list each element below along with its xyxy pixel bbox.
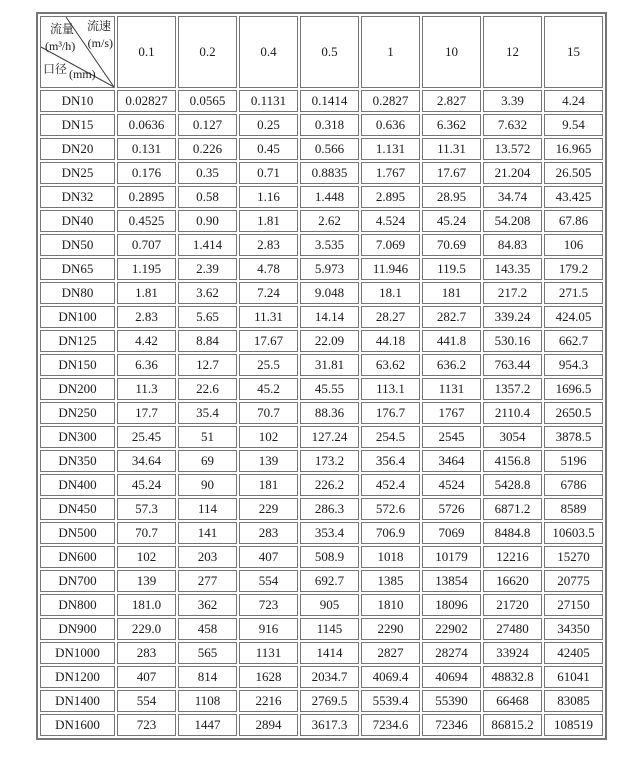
flow-rate-cell: 723 — [239, 594, 298, 616]
flow-rate-cell: 7234.6 — [361, 714, 420, 736]
flow-rate-cell: 3.39 — [483, 90, 542, 112]
table-row — [40, 114, 603, 136]
flow-rate-cell: 17.67 — [422, 162, 481, 184]
diameter-row-header: DN25 — [40, 162, 115, 184]
flow-rate-cell: 2.62 — [300, 210, 359, 232]
flow-rate-cell: 14.14 — [300, 306, 359, 328]
flow-rate-cell: 22.6 — [178, 378, 237, 400]
flow-rate-cell: 0.0565 — [178, 90, 237, 112]
flow-rate-cell: 1447 — [178, 714, 237, 736]
flow-rate-cell: 31.81 — [300, 354, 359, 376]
flow-rate-cell: 28.95 — [422, 186, 481, 208]
flow-rate-cell: 362 — [178, 594, 237, 616]
flow-rate-cell: 113.1 — [361, 378, 420, 400]
flow-rate-cell: 3.535 — [300, 234, 359, 256]
flow-velocity-diameter-table — [36, 12, 607, 740]
flow-rate-cell: 42405 — [544, 642, 603, 664]
flow-rate-cell: 20775 — [544, 570, 603, 592]
flow-rate-cell: 1385 — [361, 570, 420, 592]
flow-rate-cell: 277 — [178, 570, 237, 592]
table-row — [40, 474, 603, 496]
flow-rate-cell: 0.566 — [300, 138, 359, 160]
flow-rate-cell: 2.39 — [178, 258, 237, 280]
table-row — [40, 426, 603, 448]
flow-rate-cell: 283 — [117, 642, 176, 664]
flow-rate-cell: 139 — [239, 450, 298, 472]
flow-rate-cell: 13854 — [422, 570, 481, 592]
flow-rate-cell: 90 — [178, 474, 237, 496]
table-row — [40, 618, 603, 640]
flow-rate-cell: 4.42 — [117, 330, 176, 352]
flow-rate-label: 流量 — [50, 22, 75, 36]
flow-rate-cell: 106 — [544, 234, 603, 256]
flow-rate-cell: 229.0 — [117, 618, 176, 640]
flow-rate-cell: 84.83 — [483, 234, 542, 256]
flow-rate-cell: 339.24 — [483, 306, 542, 328]
flow-rate-cell: 2216 — [239, 690, 298, 712]
flow-rate-cell: 356.4 — [361, 450, 420, 472]
velocity-column-header: 15 — [544, 16, 603, 88]
flow-rate-cell: 12.7 — [178, 354, 237, 376]
flow-rate-cell: 1628 — [239, 666, 298, 688]
flow-rate-cell: 22902 — [422, 618, 481, 640]
diameter-row-header: DN80 — [40, 282, 115, 304]
flow-rate-cell: 0.0636 — [117, 114, 176, 136]
table-row — [40, 522, 603, 544]
velocity-label: 流速 — [86, 19, 111, 33]
flow-conversion-table-wrap — [36, 12, 607, 740]
flow-rate-cell: 17.7 — [117, 402, 176, 424]
diameter-row-header: DN125 — [40, 330, 115, 352]
flow-rate-cell: 70.7 — [117, 522, 176, 544]
flow-rate-cell: 0.8835 — [300, 162, 359, 184]
flow-rate-cell: 407 — [239, 546, 298, 568]
table-body — [40, 90, 603, 736]
flow-rate-cell: 814 — [178, 666, 237, 688]
flow-rate-cell: 15270 — [544, 546, 603, 568]
flow-rate-cell: 554 — [117, 690, 176, 712]
flow-rate-cell: 11.31 — [239, 306, 298, 328]
flow-rate-cell: 0.25 — [239, 114, 298, 136]
flow-rate-cell: 905 — [300, 594, 359, 616]
flow-rate-cell: 0.1131 — [239, 90, 298, 112]
table-row — [40, 234, 603, 256]
flow-rate-cell: 4524 — [422, 474, 481, 496]
flow-rate-cell: 25.45 — [117, 426, 176, 448]
flow-rate-cell: 179.2 — [544, 258, 603, 280]
flow-rate-cell: 508.9 — [300, 546, 359, 568]
diameter-row-header: DN32 — [40, 186, 115, 208]
flow-rate-cell: 286.3 — [300, 498, 359, 520]
flow-rate-cell: 2.83 — [117, 306, 176, 328]
diameter-row-header: DN65 — [40, 258, 115, 280]
flow-rate-cell: 27150 — [544, 594, 603, 616]
table-row — [40, 450, 603, 472]
diameter-row-header: DN800 — [40, 594, 115, 616]
flow-rate-cell: 217.2 — [483, 282, 542, 304]
flow-rate-cell: 141 — [178, 522, 237, 544]
flow-rate-cell: 226.2 — [300, 474, 359, 496]
flow-rate-cell: 572.6 — [361, 498, 420, 520]
flow-rate-cell: 203 — [178, 546, 237, 568]
flow-rate-cell: 1.195 — [117, 258, 176, 280]
diameter-row-header: DN20 — [40, 138, 115, 160]
flow-rate-cell: 2.83 — [239, 234, 298, 256]
flow-rate-cell: 4156.8 — [483, 450, 542, 472]
corner-header-cell — [40, 16, 115, 88]
table-row — [40, 90, 603, 112]
flow-rate-cell: 0.226 — [178, 138, 237, 160]
flow-rate-cell: 3878.5 — [544, 426, 603, 448]
flow-rate-cell: 1.448 — [300, 186, 359, 208]
flow-rate-cell: 7.069 — [361, 234, 420, 256]
flow-rate-cell: 102 — [239, 426, 298, 448]
flow-rate-cell: 17.67 — [239, 330, 298, 352]
flow-rate-cell: 5428.8 — [483, 474, 542, 496]
table-row — [40, 690, 603, 712]
flow-rate-cell: 353.4 — [300, 522, 359, 544]
flow-rate-cell: 114 — [178, 498, 237, 520]
flow-rate-cell: 45.55 — [300, 378, 359, 400]
flow-rate-cell: 173.2 — [300, 450, 359, 472]
flow-rate-cell: 5196 — [544, 450, 603, 472]
flow-rate-cell: 48832.8 — [483, 666, 542, 688]
flow-rate-cell: 692.7 — [300, 570, 359, 592]
flow-rate-cell: 16620 — [483, 570, 542, 592]
flow-rate-cell: 139 — [117, 570, 176, 592]
flow-rate-cell: 181.0 — [117, 594, 176, 616]
flow-rate-cell: 5726 — [422, 498, 481, 520]
flow-rate-cell: 6.36 — [117, 354, 176, 376]
diameter-row-header: DN400 — [40, 474, 115, 496]
table-row — [40, 402, 603, 424]
flow-rate-cell: 25.5 — [239, 354, 298, 376]
flow-rate-cell: 0.707 — [117, 234, 176, 256]
flow-rate-cell: 2827 — [361, 642, 420, 664]
flow-rate-cell: 2.827 — [422, 90, 481, 112]
flow-rate-cell: 6.362 — [422, 114, 481, 136]
flow-rate-cell: 18.1 — [361, 282, 420, 304]
diameter-row-header: DN200 — [40, 378, 115, 400]
flow-rate-cell: 181 — [422, 282, 481, 304]
flow-rate-cell: 452.4 — [361, 474, 420, 496]
flow-rate-cell: 1.81 — [117, 282, 176, 304]
flow-rate-cell: 1357.2 — [483, 378, 542, 400]
flow-rate-cell: 271.5 — [544, 282, 603, 304]
flow-rate-cell: 2650.5 — [544, 402, 603, 424]
flow-rate-cell: 7.24 — [239, 282, 298, 304]
table-row — [40, 354, 603, 376]
flow-rate-cell: 11.3 — [117, 378, 176, 400]
flow-rate-cell: 3.62 — [178, 282, 237, 304]
flow-rate-cell: 69 — [178, 450, 237, 472]
diameter-row-header: DN50 — [40, 234, 115, 256]
flow-rate-cell: 2.895 — [361, 186, 420, 208]
flow-rate-cell: 916 — [239, 618, 298, 640]
flow-rate-cell: 88.36 — [300, 402, 359, 424]
flow-rate-cell: 55390 — [422, 690, 481, 712]
diameter-row-header: DN300 — [40, 426, 115, 448]
flow-rate-cell: 0.127 — [178, 114, 237, 136]
flow-rate-cell: 1145 — [300, 618, 359, 640]
table-row — [40, 594, 603, 616]
flow-rate-cell: 70.7 — [239, 402, 298, 424]
flow-rate-unit: (m³/h) — [45, 39, 76, 53]
diameter-row-header: DN1400 — [40, 690, 115, 712]
flow-rate-cell: 28.27 — [361, 306, 420, 328]
flow-rate-cell: 44.18 — [361, 330, 420, 352]
flow-rate-cell: 5539.4 — [361, 690, 420, 712]
table-row — [40, 378, 603, 400]
table-row — [40, 138, 603, 160]
flow-rate-cell: 70.69 — [422, 234, 481, 256]
flow-rate-cell: 0.2827 — [361, 90, 420, 112]
flow-rate-cell: 1.414 — [178, 234, 237, 256]
flow-rate-cell: 2894 — [239, 714, 298, 736]
velocity-column-header: 0.4 — [239, 16, 298, 88]
flow-rate-cell: 2545 — [422, 426, 481, 448]
flow-rate-cell: 6786 — [544, 474, 603, 496]
flow-rate-cell: 0.2895 — [117, 186, 176, 208]
flow-rate-cell: 8484.8 — [483, 522, 542, 544]
flow-rate-cell: 45.2 — [239, 378, 298, 400]
table-row — [40, 162, 603, 184]
diameter-row-header: DN500 — [40, 522, 115, 544]
flow-rate-cell: 9.048 — [300, 282, 359, 304]
diameter-row-header: DN15 — [40, 114, 115, 136]
flow-rate-cell: 0.71 — [239, 162, 298, 184]
table-row — [40, 210, 603, 232]
flow-rate-cell: 181 — [239, 474, 298, 496]
header-row — [40, 16, 603, 88]
flow-rate-cell: 4069.4 — [361, 666, 420, 688]
flow-rate-cell: 35.4 — [178, 402, 237, 424]
flow-rate-cell: 0.35 — [178, 162, 237, 184]
flow-rate-cell: 0.131 — [117, 138, 176, 160]
table-row — [40, 282, 603, 304]
flow-rate-cell: 3464 — [422, 450, 481, 472]
table-row — [40, 330, 603, 352]
velocity-column-header: 0.5 — [300, 16, 359, 88]
flow-rate-cell: 102 — [117, 546, 176, 568]
flow-rate-cell: 26.505 — [544, 162, 603, 184]
flow-rate-cell: 34350 — [544, 618, 603, 640]
flow-rate-cell: 11.946 — [361, 258, 420, 280]
flow-rate-cell: 1.81 — [239, 210, 298, 232]
diameter-row-header: DN10 — [40, 90, 115, 112]
flow-rate-cell: 16.965 — [544, 138, 603, 160]
flow-rate-cell: 5.973 — [300, 258, 359, 280]
flow-rate-cell: 706.9 — [361, 522, 420, 544]
flow-rate-cell: 51 — [178, 426, 237, 448]
flow-rate-cell: 2290 — [361, 618, 420, 640]
diameter-row-header: DN100 — [40, 306, 115, 328]
velocity-column-header: 12 — [483, 16, 542, 88]
flow-rate-cell: 45.24 — [117, 474, 176, 496]
flow-rate-cell: 1767 — [422, 402, 481, 424]
velocity-column-header: 10 — [422, 16, 481, 88]
flow-rate-cell: 1018 — [361, 546, 420, 568]
flow-rate-cell: 6871.2 — [483, 498, 542, 520]
flow-rate-cell: 4.524 — [361, 210, 420, 232]
flow-rate-cell: 530.16 — [483, 330, 542, 352]
velocity-column-header: 0.2 — [178, 16, 237, 88]
diameter-row-header: DN350 — [40, 450, 115, 472]
flow-rate-cell: 0.1414 — [300, 90, 359, 112]
flow-rate-cell: 3617.3 — [300, 714, 359, 736]
diameter-row-header: DN900 — [40, 618, 115, 640]
flow-rate-cell: 34.64 — [117, 450, 176, 472]
diameter-row-header: DN600 — [40, 546, 115, 568]
flow-rate-cell: 2110.4 — [483, 402, 542, 424]
flow-rate-cell: 662.7 — [544, 330, 603, 352]
table-row — [40, 570, 603, 592]
diameter-row-header: DN40 — [40, 210, 115, 232]
flow-rate-cell: 254.5 — [361, 426, 420, 448]
table-row — [40, 258, 603, 280]
flow-rate-cell: 1108 — [178, 690, 237, 712]
flow-rate-cell: 441.8 — [422, 330, 481, 352]
flow-rate-cell: 7069 — [422, 522, 481, 544]
flow-rate-cell: 0.176 — [117, 162, 176, 184]
flow-rate-cell: 4.78 — [239, 258, 298, 280]
diameter-row-header: DN450 — [40, 498, 115, 520]
flow-rate-cell: 12216 — [483, 546, 542, 568]
table-row — [40, 498, 603, 520]
flow-rate-cell: 33924 — [483, 642, 542, 664]
table-row — [40, 714, 603, 736]
flow-rate-cell: 0.90 — [178, 210, 237, 232]
table-row — [40, 642, 603, 664]
flow-rate-cell: 8.84 — [178, 330, 237, 352]
flow-rate-cell: 3054 — [483, 426, 542, 448]
table-row — [40, 186, 603, 208]
flow-rate-cell: 0.02827 — [117, 90, 176, 112]
table-row — [40, 666, 603, 688]
flow-rate-cell: 763.44 — [483, 354, 542, 376]
diameter-row-header: DN700 — [40, 570, 115, 592]
diameter-row-header: DN1600 — [40, 714, 115, 736]
flow-rate-cell: 9.54 — [544, 114, 603, 136]
diameter-label: 口径 — [43, 62, 68, 76]
flow-rate-cell: 43.425 — [544, 186, 603, 208]
flow-rate-cell: 283 — [239, 522, 298, 544]
flow-rate-cell: 407 — [117, 666, 176, 688]
flow-rate-cell: 22.09 — [300, 330, 359, 352]
flow-rate-cell: 72346 — [422, 714, 481, 736]
flow-rate-cell: 723 — [117, 714, 176, 736]
flow-rate-cell: 10179 — [422, 546, 481, 568]
flow-rate-cell: 10603.5 — [544, 522, 603, 544]
flow-rate-cell: 66468 — [483, 690, 542, 712]
diameter-unit: (mm) — [69, 67, 96, 81]
flow-rate-cell: 0.4525 — [117, 210, 176, 232]
diameter-row-header: DN250 — [40, 402, 115, 424]
flow-rate-cell: 1810 — [361, 594, 420, 616]
flow-rate-cell: 5.65 — [178, 306, 237, 328]
flow-rate-cell: 27480 — [483, 618, 542, 640]
flow-rate-cell: 176.7 — [361, 402, 420, 424]
flow-rate-cell: 54.208 — [483, 210, 542, 232]
diameter-row-header: DN150 — [40, 354, 115, 376]
flow-rate-cell: 424.05 — [544, 306, 603, 328]
flow-rate-cell: 28274 — [422, 642, 481, 664]
flow-rate-cell: 282.7 — [422, 306, 481, 328]
flow-rate-cell: 2034.7 — [300, 666, 359, 688]
flow-rate-cell: 1.131 — [361, 138, 420, 160]
flow-rate-cell: 18096 — [422, 594, 481, 616]
flow-rate-cell: 554 — [239, 570, 298, 592]
flow-rate-cell: 86815.2 — [483, 714, 542, 736]
flow-rate-cell: 1414 — [300, 642, 359, 664]
flow-rate-cell: 1131 — [239, 642, 298, 664]
flow-rate-cell: 2769.5 — [300, 690, 359, 712]
flow-rate-cell: 108519 — [544, 714, 603, 736]
velocity-column-header: 1 — [361, 16, 420, 88]
flow-rate-cell: 1.767 — [361, 162, 420, 184]
flow-rate-cell: 63.62 — [361, 354, 420, 376]
flow-rate-cell: 13.572 — [483, 138, 542, 160]
flow-rate-cell: 1696.5 — [544, 378, 603, 400]
velocity-column-header: 0.1 — [117, 16, 176, 88]
flow-rate-cell: 0.318 — [300, 114, 359, 136]
flow-rate-cell: 7.632 — [483, 114, 542, 136]
flow-rate-cell: 0.45 — [239, 138, 298, 160]
flow-rate-cell: 4.24 — [544, 90, 603, 112]
flow-rate-cell: 229 — [239, 498, 298, 520]
flow-rate-cell: 0.58 — [178, 186, 237, 208]
flow-rate-cell: 67.86 — [544, 210, 603, 232]
flow-rate-cell: 57.3 — [117, 498, 176, 520]
flow-rate-cell: 40694 — [422, 666, 481, 688]
flow-rate-cell: 0.636 — [361, 114, 420, 136]
flow-rate-cell: 1.16 — [239, 186, 298, 208]
flow-rate-cell: 21.204 — [483, 162, 542, 184]
flow-rate-cell: 954.3 — [544, 354, 603, 376]
flow-rate-cell: 143.35 — [483, 258, 542, 280]
flow-rate-cell: 45.24 — [422, 210, 481, 232]
table-row — [40, 546, 603, 568]
table-row — [40, 306, 603, 328]
velocity-unit: (m/s) — [87, 36, 113, 50]
flow-rate-cell: 127.24 — [300, 426, 359, 448]
flow-rate-cell: 636.2 — [422, 354, 481, 376]
flow-rate-cell: 34.74 — [483, 186, 542, 208]
flow-rate-cell: 61041 — [544, 666, 603, 688]
flow-rate-cell: 565 — [178, 642, 237, 664]
flow-rate-cell: 11.31 — [422, 138, 481, 160]
flow-rate-cell: 21720 — [483, 594, 542, 616]
diameter-row-header: DN1200 — [40, 666, 115, 688]
flow-rate-cell: 83085 — [544, 690, 603, 712]
flow-rate-cell: 458 — [178, 618, 237, 640]
flow-rate-cell: 119.5 — [422, 258, 481, 280]
flow-rate-cell: 8589 — [544, 498, 603, 520]
diameter-row-header: DN1000 — [40, 642, 115, 664]
flow-rate-cell: 1131 — [422, 378, 481, 400]
